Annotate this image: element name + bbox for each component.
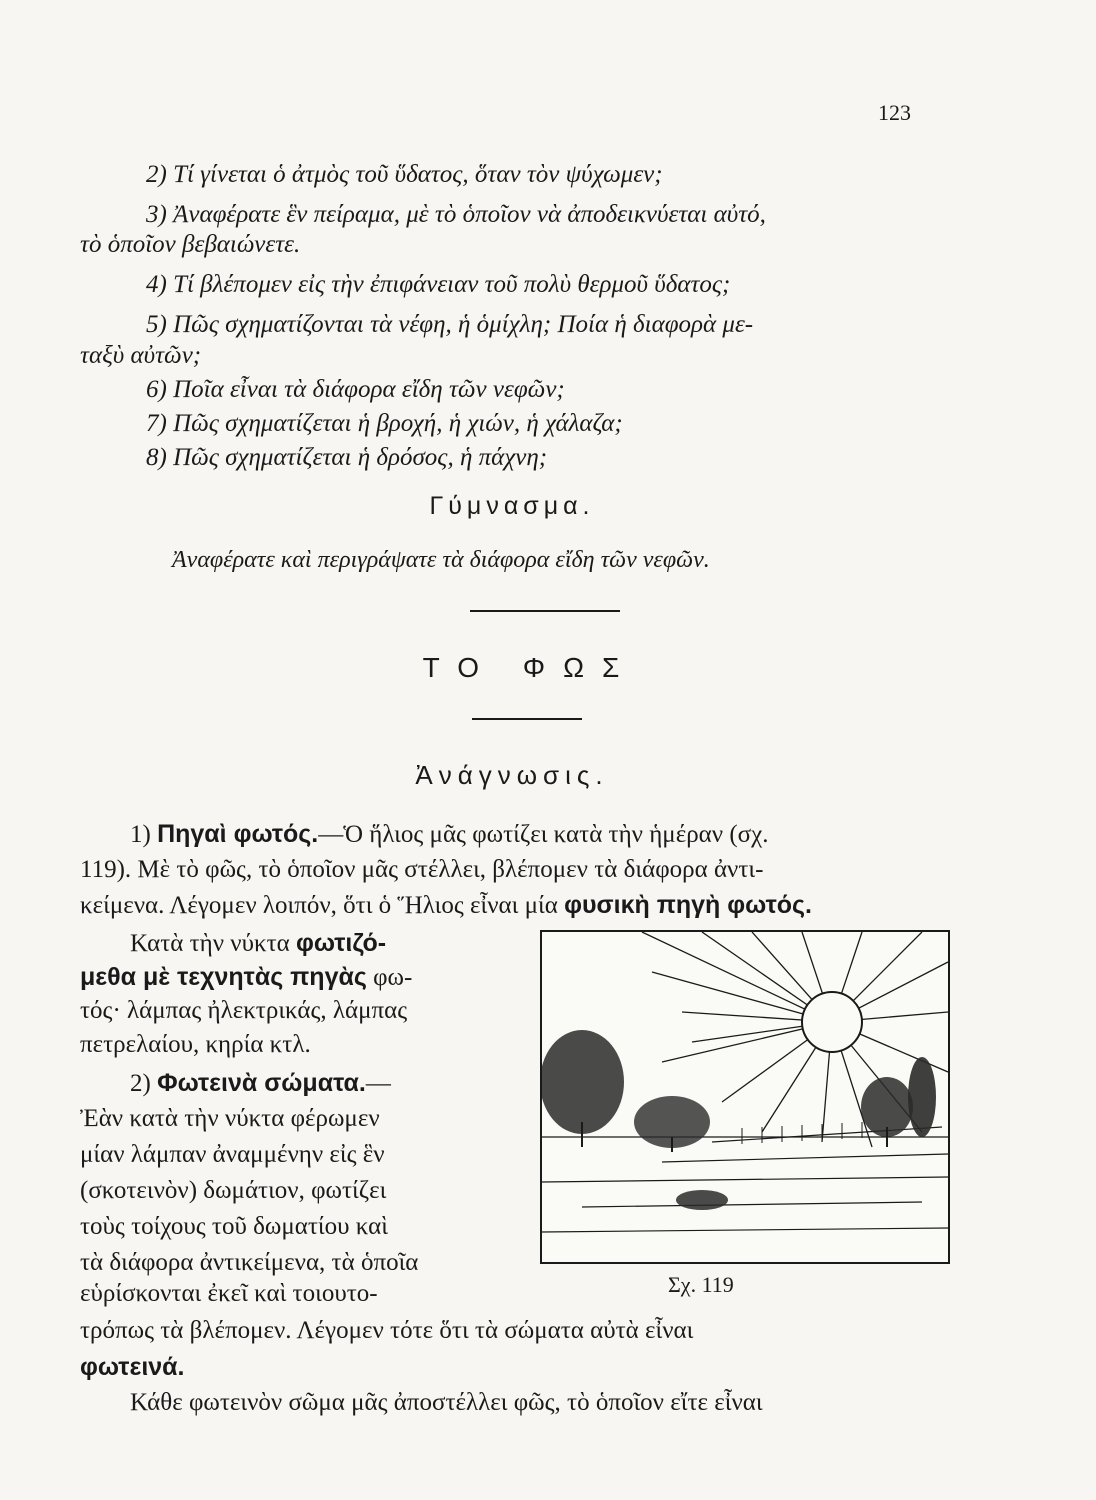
p1b-term-b: μεθα μὲ τεχνητὰς πηγὰς [80, 963, 367, 991]
section-title: ΤΟ ΦΩΣ [422, 652, 638, 683]
p1-line2: 119). Μὲ τὸ φῶς, τὸ ὁποῖον μᾶς στέλλει, βλέπομεν τὰ διάφορα ἀντι- [80, 856, 764, 883]
p2-line2: Ἐὰν κατὰ τὴν νύκτα φέρωμεν [80, 1105, 380, 1132]
p2-line1 [130, 1064, 391, 1103]
p1b-line2-text: φω- [366, 964, 413, 991]
exercise-text: Ἀναφέρατε καὶ περιγράψατε τὰ διάφορα εἴδη τῶν νεφῶν. [172, 547, 710, 573]
question-6: 6) Ποῖα εἶναι τὰ διάφορα εἴδη τῶν νεφῶν; [146, 376, 565, 403]
p2-line7: εὑρίσκονται ἐκεῖ καὶ τοιουτο- [80, 1280, 378, 1307]
last-line: Κάθε φωτεινὸν σῶμα μᾶς ἀποστέλλει φῶς, τὸ ὁποῖον εἴτε εἶναι [130, 1389, 763, 1416]
p2-line5: τοὺς τοίχους τοῦ δωματίου καὶ [80, 1213, 388, 1240]
question-2: 2) Τί γίνεται ὁ ἀτμὸς τοῦ ὕδατος, ὅταν τὸν ψύχωμεν; [146, 161, 663, 188]
p1-line3 [80, 886, 812, 925]
sun-icon-drawing [542, 932, 948, 1262]
divider-bottom [472, 718, 582, 720]
p2-dash: — [365, 1070, 391, 1097]
divider-top [470, 610, 620, 612]
p1-heading: Πηγαὶ φωτός. [157, 820, 319, 848]
p2-line4: (σκοτεινὸν) δωμάτιον, φωτίζει [80, 1177, 387, 1204]
reading-heading: Ἀνάγνωσις. [415, 760, 609, 790]
question-7: 7) Πῶς σχηματίζεται ἡ βροχή, ἡ χιών, ἡ χάλαζα; [146, 410, 623, 437]
p2-number: 2) [130, 1070, 158, 1097]
p1b-line1-text: Κατὰ τὴν νύκτα [130, 930, 296, 957]
p1b-line3: τός· λάμπας ἠλεκτρικάς, λάμπας [80, 997, 408, 1024]
p2-line8: τρόπως τὰ βλέπομεν. Λέγομεν τότε ὅτι τὰ σώματα αὐτὰ εἶναι [80, 1317, 694, 1344]
question-3: 3) Ἀναφέρατε ἓν πείραμα, μὲ τὸ ὁποῖον νὰ ἀποδεικνύεται αὐτό, [146, 201, 766, 228]
p1-line1 [130, 815, 768, 854]
question-3-cont: τὸ ὁποῖον βεβαιώνετε. [80, 231, 301, 258]
sun-landscape-illustration [540, 930, 950, 1264]
question-8: 8) Πῶς σχηματίζεται ἡ δρόσος, ἡ πάχνη; [146, 444, 548, 471]
question-4: 4) Τί βλέπομεν εἰς τὴν ἐπιφάνειαν τοῦ πολὺ θερμοῦ ὕδατος; [146, 271, 731, 298]
exercise-heading: Γύμνασμα. [429, 492, 595, 520]
p2-line3: μίαν λάμπαν ἀναμμένην εἰς ἓν [80, 1141, 385, 1168]
p1b-term-a: φωτιζό- [295, 929, 387, 957]
p1-line1-text: —Ὁ ἥλιος μᾶς φωτίζει κατὰ τὴν ἡμέραν (σχ. [318, 821, 769, 848]
figure-caption: Σχ. 119 [668, 1272, 734, 1297]
p1-line3-text: κείμενα. Λέγομεν λοιπόν, ὅτι ὁ Ἥλιος εἶναι μία [80, 892, 565, 919]
p2-heading: Φωτεινὰ σώματα. [157, 1069, 366, 1097]
page-number: 123 [878, 100, 911, 125]
p1-term: φυσικὴ πηγὴ φωτός. [564, 891, 812, 919]
p1b-line4: πετρελαίου, κηρία κτλ. [80, 1031, 311, 1058]
p2-line6: τὰ διάφορα ἀντικείμενα, τὰ ὁποῖα [80, 1249, 419, 1276]
question-5: 5) Πῶς σχηματίζονται τὰ νέφη, ἡ ὁμίχλη; Ποία ἡ διαφορὰ με- [146, 311, 754, 338]
p2-term: φωτεινά. [80, 1353, 185, 1381]
question-5-cont: ταξὺ αὐτῶν; [80, 342, 202, 369]
p1-number: 1) [130, 821, 151, 848]
